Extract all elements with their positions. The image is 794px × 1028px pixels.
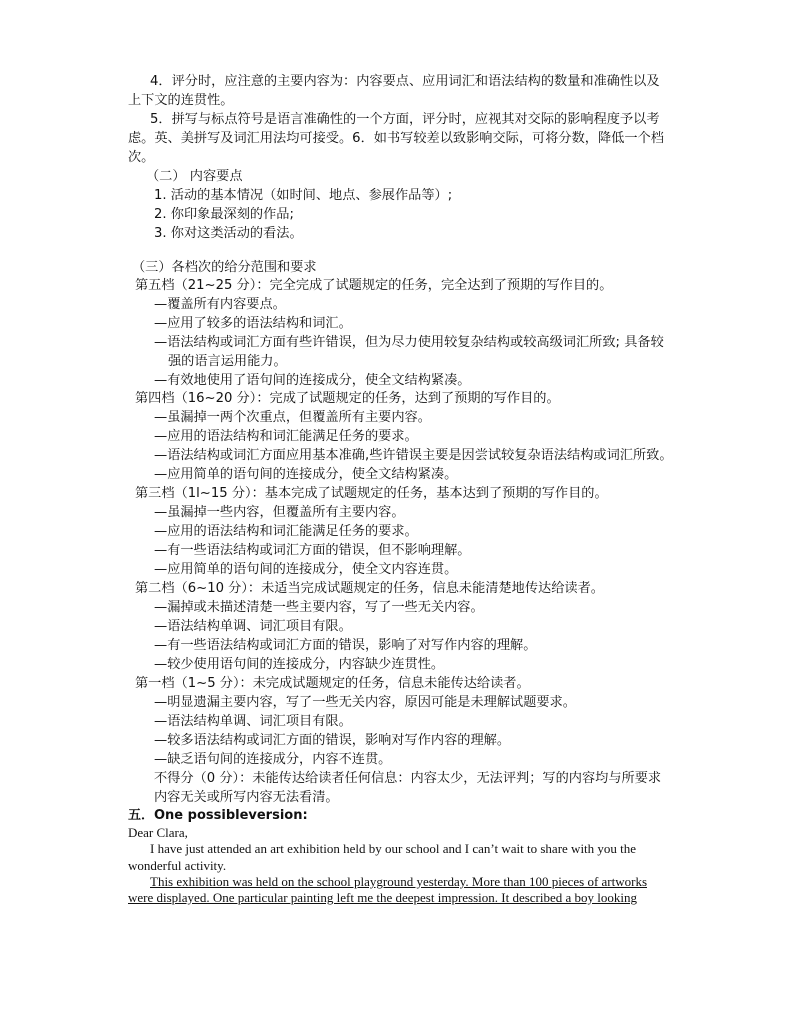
grade5-title: 第五档（21~25 分）：完全完成了试题规定的任务，完全达到了预期的写作目的。 xyxy=(135,278,613,293)
grade5-item-cont: 强的语言运用能力。 xyxy=(168,354,287,369)
grade4-item: —虽漏掉一两个次重点，但覆盖所有主要内容。 xyxy=(154,410,431,425)
grade5-item: —应用了较多的语法结构和词汇。 xyxy=(154,316,352,331)
grade3-item: —应用的语法结构和词汇能满足任务的要求。 xyxy=(154,524,418,539)
scoring-note-5-line3: 次。 xyxy=(128,150,155,165)
sample-paragraph1-line2: wonderful activity. xyxy=(128,858,227,873)
content-point-item: 1. 活动的基本情况（如时间、地点、参展作品等）; xyxy=(154,188,453,203)
grade5-item: —有效地使用了语句间的连接成分，使全文结构紧凑。 xyxy=(154,373,471,388)
grade0-line1: 不得分（0 分）：未能传达给读者任何信息：内容太少，无法评判；写的内容均与所要求 xyxy=(154,771,662,786)
grade5-item: —语法结构或词汇方面有些许错误，但为尽力使用较复杂结构或较高级词汇所致; 具备较 xyxy=(154,335,664,350)
grade1-title: 第一档（1~5 分）：未完成试题规定的任务，信息未能传达给读者。 xyxy=(135,676,530,691)
content-point-item: 3. 你对这类活动的看法。 xyxy=(154,226,303,241)
grade3-item: —应用简单的语句间的连接成分，使全文内容连贯。 xyxy=(154,562,458,577)
grade2-item: —有一些语法结构或词汇方面的错误，影响了对写作内容的理解。 xyxy=(154,638,537,653)
grade1-item: —语法结构单调、词汇项目有限。 xyxy=(154,714,352,729)
sample-heading: 五．One possibleversion: xyxy=(128,808,308,823)
grade1-item: —缺乏语句间的连接成分，内容不连贯。 xyxy=(154,752,392,767)
grade5-item: —覆盖所有内容要点。 xyxy=(154,297,286,312)
scoring-note-4-line1: 4．评分时，应注意的主要内容为：内容要点、应用词汇和语法结构的数量和准确性以及 xyxy=(150,74,660,89)
grade1-item: —较多语法结构或词汇方面的错误，影响对写作内容的理解。 xyxy=(154,733,511,748)
content-point-item: 2. 你印象最深刻的作品; xyxy=(154,207,294,222)
sample-paragraph1-line1: I have just attended an art exhibition held by our school and I can’t wait to share with you the xyxy=(150,841,637,856)
sample-paragraph2-line1: This exhibition was held on the school playground yesterday. More than 100 pieces of artworks xyxy=(150,874,648,889)
grade0-line2: 内容无关或所写内容无法看清。 xyxy=(154,790,339,805)
grade4-item: —应用的语法结构和词汇能满足任务的要求。 xyxy=(154,429,418,444)
grade4-item: —语法结构或词汇方面应用基本准确,些许错误主要是因尝试较复杂语法结构或词汇所致。 xyxy=(154,448,673,463)
grade1-item: —明显遗漏主要内容，写了一些无关内容，原因可能是未理解试题要求。 xyxy=(154,695,576,710)
sample-paragraph2-line2: were displayed. One particular painting left me the deepest impression. It described a boy looking xyxy=(128,890,638,905)
scoring-note-4-line2: 上下文的连贯性。 xyxy=(128,93,234,108)
grade2-item: —语法结构单调、词汇项目有限。 xyxy=(154,619,352,634)
sample-salutation: Dear Clara, xyxy=(128,825,188,840)
content-points-heading: （二） 内容要点 xyxy=(146,169,243,184)
grade3-title: 第三档（1l~15 分）：基本完成了试题规定的任务，基本达到了预期的写作目的。 xyxy=(135,486,608,501)
grade2-item: —较少使用语句间的连接成分，内容缺少连贯性。 xyxy=(154,657,445,672)
grade2-title: 第二档（6~10 分）：未适当完成试题规定的任务，信息未能清楚地传达给读者。 xyxy=(135,581,604,596)
grade4-item: —应用简单的语句间的连接成分，使全文结构紧凑。 xyxy=(154,467,458,482)
scoring-note-5-line2: 虑。英、美拼写及词汇用法均可接受。6．如书写较差以致影响交际，可将分数，降低一个档 xyxy=(128,131,664,146)
grade3-item: —虽漏掉一些内容，但覆盖所有主要内容。 xyxy=(154,505,405,520)
grade2-item: —漏掉或未描述清楚一些主要内容，写了一些无关内容。 xyxy=(154,600,484,615)
scoring-note-5-line1: 5．拼写与标点符号是语言准确性的一个方面，评分时，应视其对交际的影响程度予以考 xyxy=(150,112,660,127)
grade-ranges-heading: （三）各档次的给分范围和要求 xyxy=(132,260,317,275)
grade4-title: 第四档（16~20 分）：完成了试题规定的任务，达到了预期的写作目的。 xyxy=(135,391,560,406)
grade3-item: —有一些语法结构或词汇方面的错误，但不影响理解。 xyxy=(154,543,471,558)
